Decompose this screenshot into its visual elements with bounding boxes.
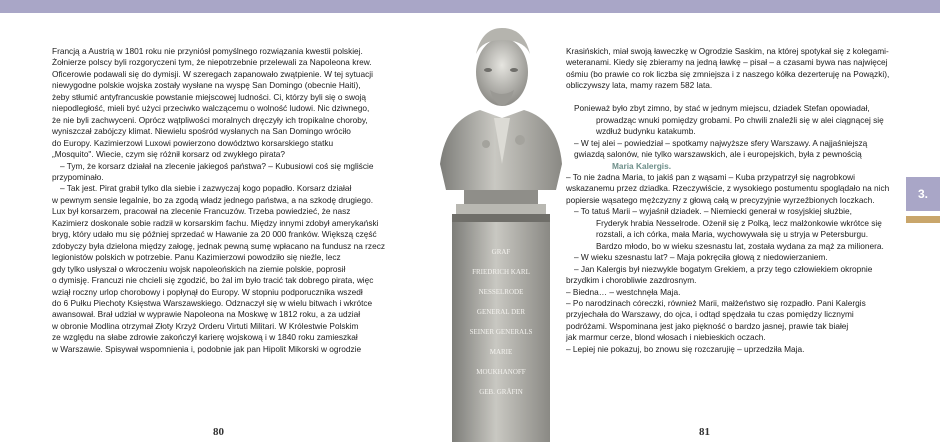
text-line: Bardzo młodo, bo w wieku szesnastu lat, została wydana za mąż za milionera. — [596, 240, 884, 251]
inscription-line: MOUKHANOFF — [476, 368, 526, 376]
text-line: przyjechała do Warszawy, do ojca, i odtąd spędzała tu czas pomiędzy licznymi — [566, 309, 854, 320]
chapter-tab: 3. — [906, 177, 940, 211]
text-line: ze względu na słabe zdrowie zakończył karierę wojskową i w 1840 roku zamieszkał — [52, 332, 358, 343]
text-line: wzdłuż budynku katakumb. — [596, 126, 696, 137]
text-line: do Europy. Kazimierzowi Luxowi powierzono dowództwo korsarskiego statku — [52, 137, 334, 148]
text-line: – W tej alei – powiedział – spotkamy najwyższe sfery Warszawy. A najjaśniejszą — [574, 137, 868, 148]
chapter-accent-bar — [906, 216, 940, 223]
paragraph-gap — [566, 92, 896, 103]
text-line: weteranami. Kiedy się zbieramy na jedną ławkę – pisał – a czasami bywa nas najwięcej — [566, 57, 888, 68]
text-line: – Po narodzinach córeczki, również Marii, małżeństwo się rozpadło. Pani Kalergis — [566, 297, 866, 308]
page-number-right: 81 — [699, 426, 710, 438]
text-line: żeby stłumić antyfrancuskie powstanie miejscowej ludności. Ci, którzy byli się o swoją — [52, 91, 367, 102]
left-page-text — [52, 46, 385, 355]
text-line: Krasińskich, miał swoją ławeczkę w Ogrodzie Saskim, na której spotykał się z kolegami- — [566, 46, 889, 56]
inscription-line: GRAF — [491, 248, 511, 256]
text-line: Francją a Austrią w 1801 roku nie przyniósł pomyślnego rozwiązania kwestii polskiej. — [52, 46, 363, 56]
text-line: przypominało. — [52, 171, 104, 182]
text-line: ośmiu (bo prawie co rok liczba się zmniejsza i z naszego kółka dezerteruję na Powązki), — [566, 68, 890, 79]
text-line: – Tym, że korsarz działał na zlecenie jakiegoś państwa? – Kubusiowi coś się mgliście — [60, 160, 374, 171]
text-line: – Lepiej nie pokazuj, bo znowu się rozczarujię – uprzedziła Maja. — [566, 343, 805, 354]
text-line: gdy tylko usłyszał o wkroczeniu wojsk napoleońskich na ziemie polskie, poprosił — [52, 263, 346, 274]
highlight-name: Maria Kalergis. — [612, 160, 672, 171]
text-line: – To nie żadna Maria, to jakiś pan z wąsami – Kuba przypatrzył się nagrobkowi — [566, 171, 856, 182]
page-number-left: 80 — [213, 426, 224, 438]
text-line: obliczywszy lata, mamy razem 582 lata. — [566, 80, 713, 91]
text-line: podróżami. Wspominana jest jako piękność o bardzo jasnej, prawie tak białej — [566, 320, 849, 331]
inscription-line: NESSELRODE — [478, 288, 524, 296]
text-line: Ponieważ było zbyt zimno, by stać w jednym miejscu, dziadek Stefan opowiadał, — [574, 103, 870, 114]
text-line: w pewnym sensie legalnie, bo za zgodą władz jednego państwa, a na szkodę drugiego. — [52, 194, 374, 205]
text-line: „Mosquito". Wiecie, czym się różnił korsarz od zwykłego pirata? — [52, 149, 286, 160]
text-line: Żołnierze polscy byli rozgoryczeni tym, że niepotrzebnie przelewali za Napoleona krew. — [52, 57, 372, 68]
text-line: wyniszczał zabójczy klimat. Niewielu spośród wysłanych na San Domingo wróciło — [52, 126, 351, 137]
text-line: – Tak jest. Pirat grabił tylko dla siebie i zazwyczaj kogo popadło. Korsarz działał — [60, 183, 352, 194]
text-line: Lux był korsarzem, pracował na zlecenie Francuzów. Trzeba powiedzieć, że nasz — [52, 206, 351, 217]
inscription-line: MARIE — [489, 348, 513, 356]
text-line: Kazimierz doskonale sobie radził w korsarskim fachu. Między innymi zdobył amerykański — [52, 217, 379, 228]
top-color-band — [0, 0, 940, 13]
text-line: wziął roczny urlop chorobowy i popłynął do Europy. W stopniu podporucznika wszedł — [52, 286, 363, 297]
inscription-line: FRIEDRICH KARL — [472, 268, 530, 276]
text-line: – To tatuś Marii – wyjaśnił dziadek. – Niemiecki generał w rosyjskiej służbie, — [574, 206, 852, 217]
text-line: prowadząc wnuki pomiędzy grobami. Po chwili znaleźli się w alei ciągnącej się — [596, 114, 884, 125]
text-line: że nie byli zachwyceni. Oprócz wątpliwości moralnych dręczyły ich tropikalne choroby, — [52, 114, 368, 125]
text-line: – Jan Kalergis był niezwykle bogatym Grekiem, a przy tego człowiekiem okropnie — [574, 263, 873, 274]
text-line: gwiazdą salonów, nie tylko warszawskich, ale i europejskich, była z pewnością — [574, 149, 862, 160]
text-line: zdobyczy była dzielona między załogę, jednak pewną sumę wpłacano na fundusz na rzecz — [52, 240, 385, 251]
text-line: niepodległość, mieli być użyci przeciwko walczącemu o wolność ludowi. Nic dziwnego, — [52, 103, 370, 114]
text-line: w Warszawie. Spisywał wspomnienia i, podobnie jak pan Hipolit Mikorski w ogrodzie — [52, 343, 362, 354]
text-line: wskazanemu przez dziadka. Rzeczywiście, z wysokiego postumentu spoglądało na nich — [566, 183, 890, 194]
text-line: – Biedna… – westchnęła Maja. — [566, 286, 681, 297]
text-line: Fryderyk hrabia Nesselrode. Ożenił się z Polką, lecz małżonkowie wkrótce się — [596, 217, 882, 228]
text-line: awansował. Brał udział w wyprawie Napoleona na Moskwę w 1812 roku, a za udział — [52, 309, 361, 320]
text-line: rozstali, a ich córka, mała Maria, wychowywała się u stryja w Petersburgu. — [596, 229, 869, 240]
right-page-text — [566, 46, 896, 355]
text-line: o dymisję. Francuzi nie chcieli się zgodzić, bo żal im było tracić tak dobrego pirata, więc — [52, 275, 374, 286]
text-line: bryg, który udało mu się później sprzedać w Hawanie za 20 000 franków. Większą część — [52, 229, 377, 240]
text-line: niewygodne polskie wojska zostały wysłane na wyspę San Domingo (obecnie Haiti), — [52, 80, 361, 91]
text-line: legionistów polskich w potrzebie. Panu Kazimierzowi powodziło się nieźle, lecz — [52, 252, 341, 263]
text-line: w obronie Modlina otrzymał Złoty Krzyż Orderu Virtuti Militari. W Królestwie Polskim — [52, 320, 359, 331]
inscription-line: SEINER GENERALS — [469, 328, 533, 336]
nesselrode-bust-photo — [430, 14, 568, 442]
inscription-line: GENERAL DER — [476, 308, 526, 316]
text-line: Oficerowie podawali się do dymisji. W szeregach zapanowało zwątpienie. W tej sytuacji — [52, 68, 373, 79]
text-line: do 6 Pułku Piechoty Księstwa Warszawskiego. Odznaczył się w wielu bitwach i wkrótce — [52, 297, 373, 308]
text-line: jak marmur cerze, blond włosach i niebieskich oczach. — [566, 332, 766, 343]
inscription-line: GEB. GRÄFIN — [479, 388, 523, 396]
text-line: popiersie wąsatego mężczyzny z głową całą w precyzyjnie wyrzeźbionych loczkach. — [566, 194, 875, 205]
text-line: brzydkim i chorobliwie zazdrosnym. — [566, 275, 697, 286]
text-line: – W wieku szesnastu lat? – Maja pokręciła głową z niedowierzaniem. — [574, 252, 828, 263]
